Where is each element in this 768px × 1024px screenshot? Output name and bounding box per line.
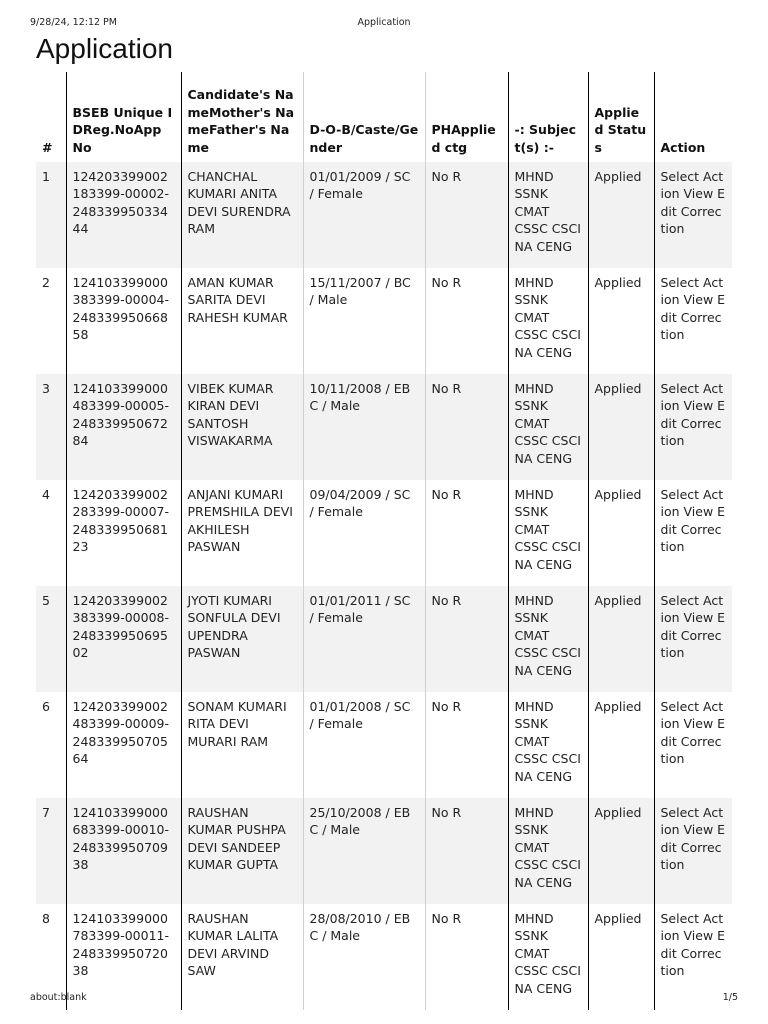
cell-ph: No R [425, 480, 508, 586]
cell-subj: MHND SSNK CMAT CSSC CSCI NA CENG [508, 268, 588, 374]
cell-index: 8 [36, 904, 66, 1010]
cell-status: Applied [588, 480, 654, 586]
header-col-ph: PHApplied ctg [425, 72, 508, 162]
cell-status: Applied [588, 904, 654, 1010]
table-row [36, 480, 732, 586]
cell-subj: MHND SSNK CMAT CSSC CSCI NA CENG [508, 798, 588, 904]
cell-name: JYOTI KUMARI SONFULA DEVI UPENDRA PASWAN [181, 586, 303, 692]
table-header-row [36, 72, 732, 162]
cell-id: 124203399002283399-00007-24833995068123 [66, 480, 181, 586]
cell-status: Applied [588, 586, 654, 692]
cell-ph: No R [425, 268, 508, 374]
page-number: 1/5 [722, 992, 738, 1003]
cell-subj: MHND SSNK CMAT CSSC CSCI NA CENG [508, 586, 588, 692]
cell-subj: MHND SSNK CMAT CSSC CSCI NA CENG [508, 692, 588, 798]
cell-dob: 01/01/2008 / SC / Female [303, 692, 425, 798]
table-row [36, 268, 732, 374]
cell-name: RAUSHAN KUMAR LALITA DEVI ARVIND SAW [181, 904, 303, 1010]
cell-index: 6 [36, 692, 66, 798]
cell-id: 124203399002383399-00008-24833995069502 [66, 586, 181, 692]
header-col-name: Candidate's NameMother's NameFather's Name [181, 72, 303, 162]
table-body [36, 162, 732, 1010]
cell-ph: No R [425, 798, 508, 904]
header-col-subj: -: Subject(s) :- [508, 72, 588, 162]
cell-ph: No R [425, 692, 508, 798]
cell-ph: No R [425, 904, 508, 1010]
cell-status: Applied [588, 798, 654, 904]
cell-index: 2 [36, 268, 66, 374]
cell-subj: MHND SSNK CMAT CSSC CSCI NA CENG [508, 162, 588, 268]
cell-action[interactable]: Select Action View Edit Correction [660, 487, 726, 555]
print-footer [30, 992, 738, 1006]
cell-dob: 09/04/2009 / SC / Female [303, 480, 425, 586]
table-row [36, 586, 732, 692]
applications-table [36, 72, 732, 1010]
cell-id: 124103399000683399-00010-24833995070938 [66, 798, 181, 904]
cell-dob: 10/11/2008 / EBC / Male [303, 374, 425, 480]
cell-dob: 01/01/2011 / SC / Female [303, 586, 425, 692]
header-col-action: Action [660, 139, 706, 155]
cell-action[interactable]: Select Action View Edit Correction [654, 374, 732, 480]
cell-action[interactable]: Select Action View Edit Correction [654, 586, 732, 692]
cell-dob: 28/08/2010 / EBC / Male [303, 904, 425, 1010]
cell-dob: 15/11/2007 / BC / Male [303, 268, 425, 374]
header-col-status: Applied Status [588, 72, 654, 162]
cell-subj: MHND SSNK CMAT CSSC CSCI NA CENG [508, 374, 588, 480]
cell-dob: 01/01/2009 / SC / Female [303, 162, 425, 268]
cell-index: 7 [36, 798, 66, 904]
cell-status: Applied [588, 692, 654, 798]
cell-id: 124103399000483399-00005-24833995067284 [66, 374, 181, 480]
cell-ph: No R [425, 374, 508, 480]
cell-index: 4 [36, 480, 66, 586]
header-col-id: BSEB Unique IDReg.NoApp No [66, 72, 181, 162]
cell-index: 5 [36, 586, 66, 692]
print-header [30, 17, 738, 31]
print-datetime: 9/28/24, 12:12 PM [30, 17, 117, 28]
cell-name: RAUSHAN KUMAR PUSHPA DEVI SANDEEP KUMAR GUPTA [181, 798, 303, 904]
print-doc-title: Application [357, 17, 411, 28]
cell-id: 124103399000383399-00004-24833995066858 [66, 268, 181, 374]
cell-index: 3 [36, 374, 66, 480]
table-row [36, 162, 732, 268]
table-row [36, 798, 732, 904]
cell-subj: MHND SSNK CMAT CSSC CSCI NA CENG [508, 904, 588, 1010]
cell-name: AMAN KUMAR SARITA DEVI RAHESH KUMAR [181, 268, 303, 374]
cell-status: Applied [588, 268, 654, 374]
cell-action[interactable]: Select Action View Edit Correction [660, 911, 726, 979]
table-row [36, 692, 732, 798]
cell-name: ANJANI KUMARI PREMSHILA DEVI AKHILESH PASWAN [181, 480, 303, 586]
cell-status: Applied [588, 162, 654, 268]
cell-action[interactable]: Select Action View Edit Correction [660, 275, 726, 343]
cell-action[interactable]: Select Action View Edit Correction [660, 699, 726, 767]
page-title: Application [36, 33, 173, 64]
cell-ph: No R [425, 162, 508, 268]
cell-action[interactable]: Select Action View Edit Correction [654, 162, 732, 268]
cell-action[interactable]: Select Action View Edit Correction [654, 798, 732, 904]
cell-id: 124103399000783399-00011-24833995072038 [66, 904, 181, 1010]
table-row [36, 374, 732, 480]
cell-name: CHANCHAL KUMARI ANITA DEVI SURENDRA RAM [181, 162, 303, 268]
header-col-index: # [36, 72, 66, 162]
cell-name: SONAM KUMARI RITA DEVI MURARI RAM [181, 692, 303, 798]
print-url: about:blank [30, 992, 87, 1003]
cell-index: 1 [36, 162, 66, 268]
cell-name: VIBEK KUMAR KIRAN DEVI SANTOSH VISWAKARMA [181, 374, 303, 480]
cell-ph: No R [425, 586, 508, 692]
cell-subj: MHND SSNK CMAT CSSC CSCI NA CENG [508, 480, 588, 586]
cell-id: 124203399002183399-00002-24833995033444 [66, 162, 181, 268]
cell-id: 124203399002483399-00009-24833995070564 [66, 692, 181, 798]
header-col-dob: D-O-B/Caste/Gender [303, 72, 425, 162]
cell-status: Applied [588, 374, 654, 480]
cell-dob: 25/10/2008 / EBC / Male [303, 798, 425, 904]
